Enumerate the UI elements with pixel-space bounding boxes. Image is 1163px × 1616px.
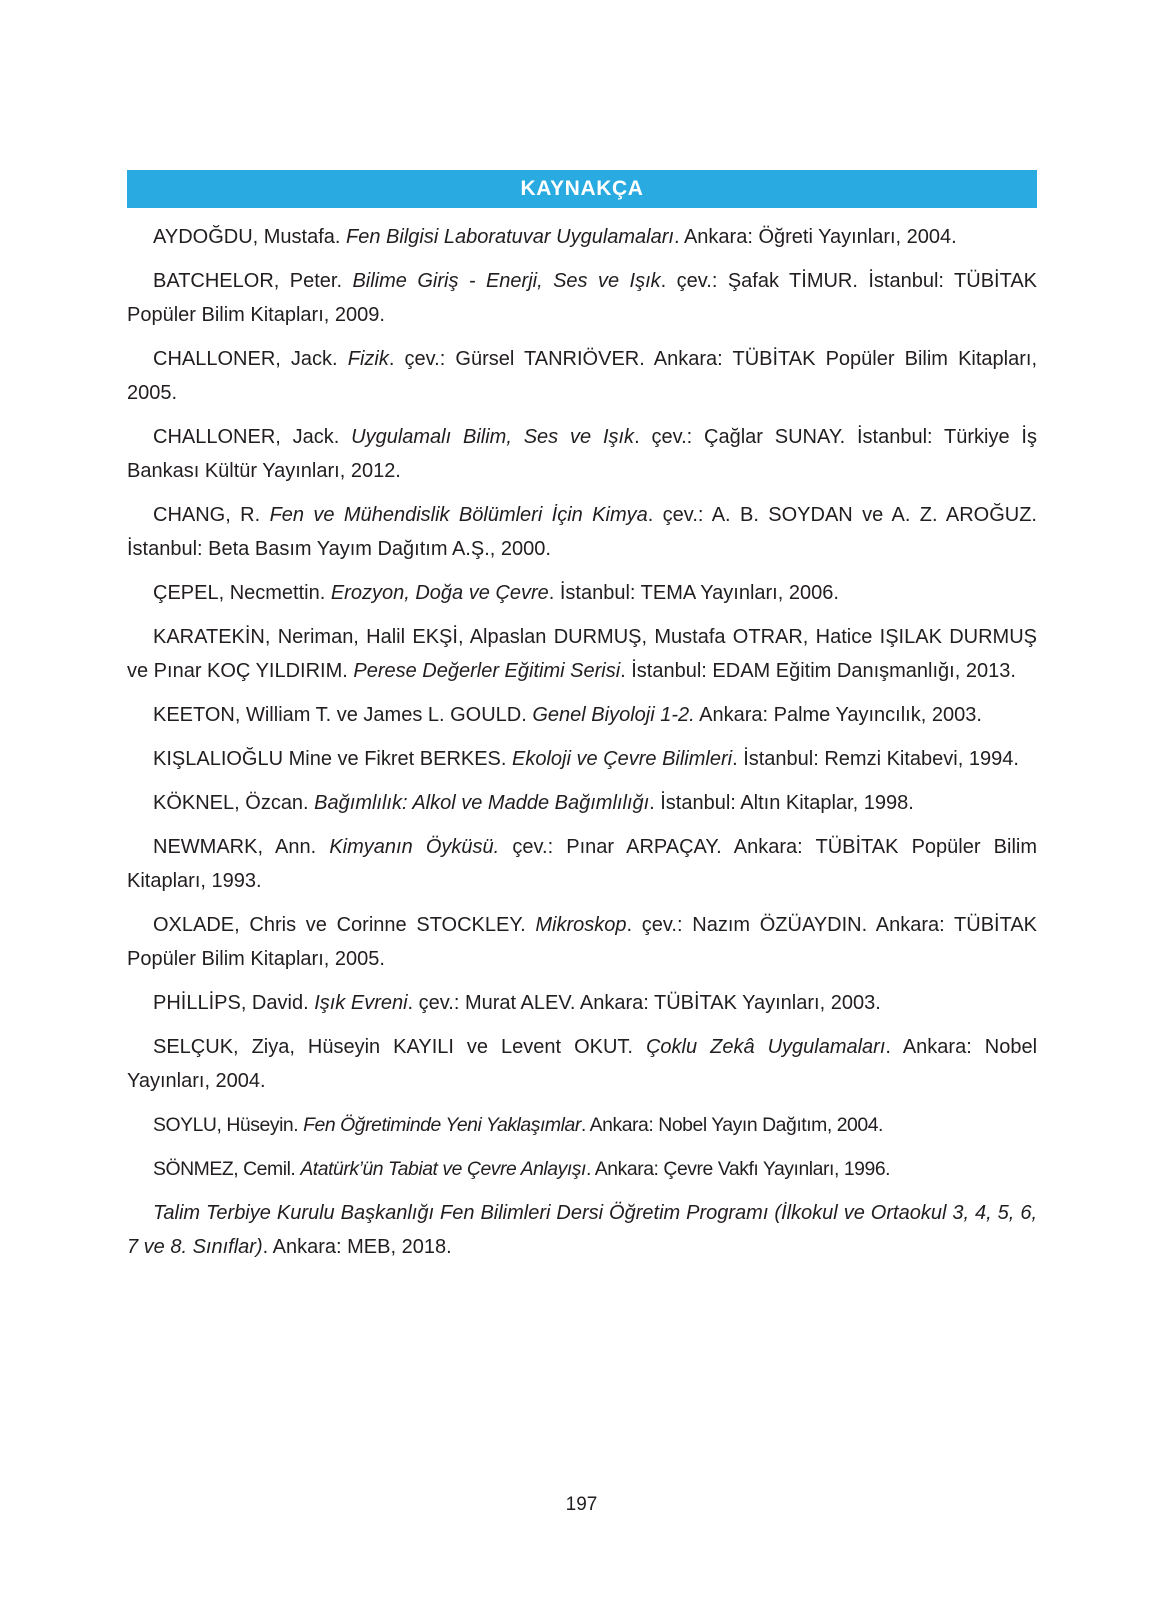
entry-work-title: Fen Öğretiminde Yeni Yaklaşımlar bbox=[303, 1114, 581, 1136]
entry-work-title: Fizik bbox=[347, 348, 389, 370]
bibliography-entry bbox=[127, 786, 1037, 820]
entry-work-title: Mikroskop bbox=[535, 914, 627, 936]
entry-text: CHANG, R. bbox=[153, 504, 270, 526]
bibliography-entry bbox=[127, 830, 1037, 898]
entry-text: . Ankara: Öğreti Yayınları, 2004. bbox=[673, 226, 957, 248]
entry-text: . İstanbul: Remzi Kitabevi, 1994. bbox=[732, 748, 1019, 770]
entry-work-title: Uygulamalı Bilim, Ses ve Işık bbox=[351, 426, 635, 448]
entry-text: çev.: Pınar ARPAÇAY. Ankara: TÜBİTAK Popüler Bilim Kitapları, 1993. bbox=[127, 836, 1038, 892]
entry-text: . çev.: Nazım ÖZÜAYDIN. Ankara: TÜBİTAK Popüler Bilim Kitapları, 2005. bbox=[127, 914, 1037, 970]
section-title: KAYNAKÇA bbox=[520, 177, 644, 200]
bibliography-entry bbox=[127, 342, 1037, 410]
entry-work-title: Bilime Giriş - Enerji, Ses ve Işık bbox=[352, 270, 661, 292]
bibliography-list bbox=[127, 220, 1037, 1264]
bibliography-entry bbox=[127, 576, 1037, 610]
page-number: 197 bbox=[565, 1494, 598, 1515]
entry-text: . İstanbul: EDAM Eğitim Danışmanlığı, 2013. bbox=[620, 660, 1016, 682]
entry-text: OXLADE, Chris ve Corinne STOCKLEY. bbox=[153, 914, 536, 936]
entry-work-title: Işık Evreni bbox=[314, 992, 408, 1014]
entry-text: . çev.: Çağlar SUNAY. İstanbul: Türkiye İş Bankası Kültür Yayınları, 2012. bbox=[127, 426, 1037, 482]
entry-text: AYDOĞDU, Mustafa. bbox=[153, 226, 347, 248]
entry-text: . çev.: Şafak TİMUR. İstanbul: TÜBİTAK Popüler Bilim Kitapları, 2009. bbox=[127, 270, 1038, 326]
entry-work-title: Erozyon, Doğa ve Çevre bbox=[330, 582, 549, 604]
bibliography-entry bbox=[127, 620, 1037, 688]
entry-text: . çev.: Murat ALEV. Ankara: TÜBİTAK Yayınları, 2003. bbox=[407, 992, 881, 1014]
bibliography-entry bbox=[127, 908, 1037, 976]
bibliography-entry bbox=[127, 1030, 1037, 1098]
bibliography-entry bbox=[127, 698, 1037, 732]
bibliography-entry bbox=[127, 1108, 1037, 1142]
bibliography-entry bbox=[127, 220, 1037, 254]
page-content bbox=[127, 170, 1037, 1274]
entry-text: KEETON, William T. ve James L. GOULD. bbox=[153, 704, 533, 726]
entry-text: . Ankara: Nobel Yayın Dağıtım, 2004. bbox=[580, 1114, 883, 1136]
bibliography-entry bbox=[127, 986, 1037, 1020]
entry-text: . İstanbul: TEMA Yayınları, 2006. bbox=[548, 582, 839, 604]
entry-work-title: Kimyanın Öyküsü. bbox=[329, 836, 500, 858]
entry-text: NEWMARK, Ann. bbox=[153, 836, 330, 858]
entry-work-title: Çoklu Zekâ Uygulamaları bbox=[645, 1036, 886, 1058]
bibliography-entry bbox=[127, 498, 1037, 566]
entry-text: Ankara: Palme Yayıncılık, 2003. bbox=[694, 704, 982, 726]
entry-work-title: Atatürk’ün Tabiat ve Çevre Anlayışı bbox=[300, 1158, 586, 1180]
entry-text: BATCHELOR, Peter. bbox=[153, 270, 353, 292]
section-header bbox=[127, 170, 1037, 208]
bibliography-entry bbox=[127, 420, 1037, 488]
entry-text: . Ankara: MEB, 2018. bbox=[262, 1236, 452, 1258]
entry-text: KARATEKİN, Neriman, Halil EKŞİ, Alpaslan DURMUŞ, Mustafa OTRAR, Hatice IŞILAK DURMUŞ ve Pınar KOÇ YILDIRIM. bbox=[127, 626, 1037, 682]
entry-work-title: Perese Değerler Eğitimi Serisi bbox=[353, 660, 621, 682]
entry-text: ÇEPEL, Necmettin. bbox=[153, 582, 331, 604]
entry-text: CHALLONER, Jack. bbox=[153, 348, 348, 370]
bibliography-entry bbox=[127, 1152, 1037, 1186]
entry-text: SELÇUK, Ziya, Hüseyin KAYILI ve Levent OKUT. bbox=[153, 1036, 646, 1058]
entry-text: . İstanbul: Altın Kitaplar, 1998. bbox=[649, 792, 914, 814]
entry-text: CHALLONER, Jack. bbox=[153, 426, 352, 448]
entry-text: KÖKNEL, Özcan. bbox=[153, 792, 315, 814]
entry-work-title: Talim Terbiye Kurulu Başkanlığı Fen Bilimleri Dersi Öğretim Programı (İlkokul ve Ortaokul 3, 4, 5, 6, 7 ve 8. Sınıflar) bbox=[127, 1202, 1037, 1258]
entry-text: . çev.: A. B. SOYDAN ve A. Z. AROĞUZ. İstanbul: Beta Basım Yayım Dağıtım A.Ş., 2000. bbox=[127, 504, 1037, 560]
entry-text: . çev.: Gürsel TANRIÖVER. Ankara: TÜBİTAK Popüler Bilim Kitapları, 2005. bbox=[127, 348, 1037, 404]
entry-text: PHİLLİPS, David. bbox=[153, 992, 315, 1014]
entry-work-title: Ekoloji ve Çevre Bilimleri bbox=[512, 748, 733, 770]
bibliography-entry bbox=[127, 264, 1037, 332]
entry-text: KIŞLALIOĞLU Mine ve Fikret BERKES. bbox=[153, 748, 513, 770]
entry-text: . Ankara: Nobel Yayınları, 2004. bbox=[127, 1036, 1038, 1092]
bibliography-entry bbox=[127, 1196, 1037, 1264]
entry-work-title: Fen Bilgisi Laboratuvar Uygulamaları bbox=[346, 226, 674, 248]
entry-work-title: Fen ve Mühendislik Bölümleri İçin Kimya bbox=[269, 504, 648, 526]
entry-text: SÖNMEZ, Cemil. bbox=[153, 1158, 301, 1180]
entry-text: . Ankara: Çevre Vakfı Yayınları, 1996. bbox=[586, 1158, 891, 1180]
entry-text: SOYLU, Hüseyin. bbox=[153, 1114, 304, 1136]
entry-work-title: Genel Biyoloji 1-2. bbox=[532, 704, 695, 726]
bibliography-entry bbox=[127, 742, 1037, 776]
entry-work-title: Bağımlılık: Alkol ve Madde Bağımlılığı bbox=[314, 792, 650, 814]
